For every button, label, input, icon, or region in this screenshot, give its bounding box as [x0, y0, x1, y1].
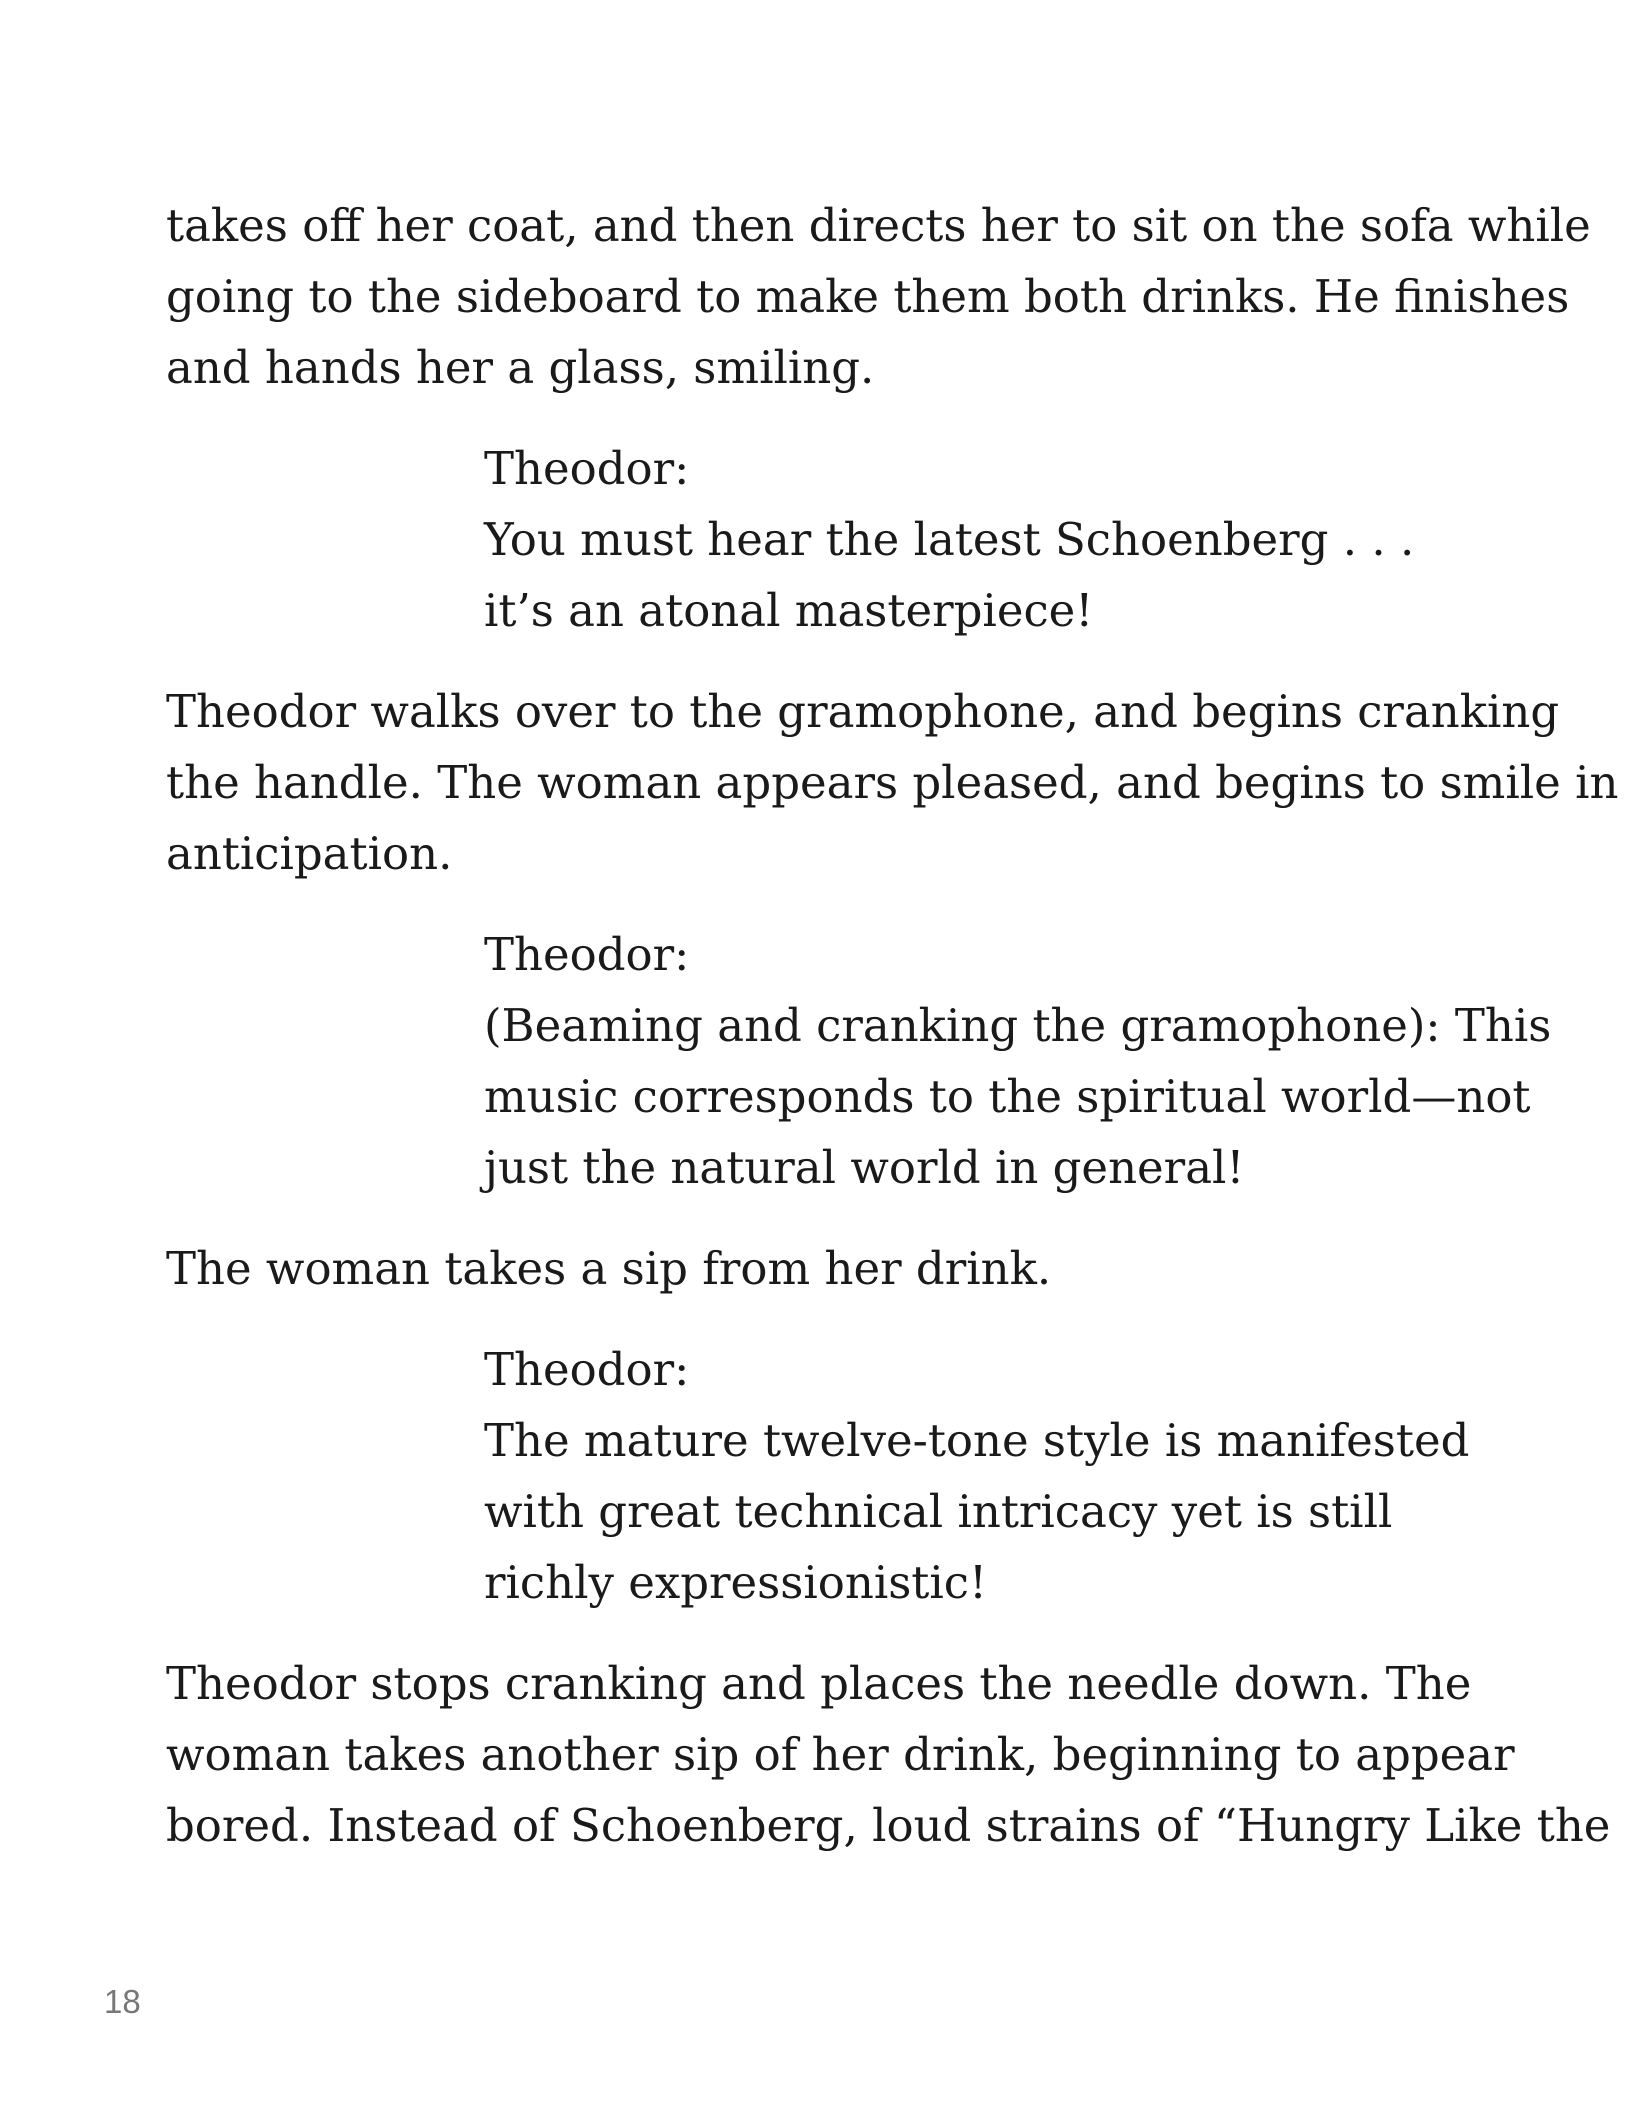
page-number: 18	[104, 1983, 141, 2020]
script-text	[166, 190, 1619, 1861]
text-line: going to the sideboard to make them both drinks. He finishes	[166, 270, 1570, 323]
text-line: anticipation.	[166, 827, 453, 880]
prose-paragraph	[166, 190, 1591, 403]
text-line: takes off her coat, and then directs her to sit on the sofa while	[166, 199, 1591, 252]
dialogue-line: The mature twelve-tone style is manifested	[484, 1414, 1470, 1467]
dialogue-line: (Beaming and cranking the gramophone): This	[484, 999, 1552, 1052]
text-line: The woman takes a sip from her drink.	[166, 1242, 1052, 1295]
dialogue-line: it’s an atonal masterpiece!	[484, 584, 1094, 637]
prose-paragraph	[166, 1648, 1611, 1861]
prose-paragraph	[166, 1233, 1496, 1304]
text-line: Theodor stops cranking and places the needle down. The	[166, 1657, 1472, 1710]
text-line: woman takes another sip of her drink, beginning to appear	[166, 1728, 1515, 1781]
dialogue-block	[484, 433, 1496, 646]
speaker-name: Theodor:	[484, 442, 690, 495]
speaker-name: Theodor:	[484, 928, 690, 981]
dialogue-block	[484, 1334, 1496, 1618]
dialogue-line: just the natural world in general!	[484, 1141, 1245, 1194]
dialogue-line: richly expressionistic!	[484, 1556, 988, 1609]
text-line: Theodor walks over to the gramophone, and begins cranking	[166, 685, 1560, 738]
dialogue-line: music corresponds to the spiritual world—not	[484, 1070, 1531, 1123]
dialogue-line: You must hear the latest Schoenberg . . .	[484, 513, 1415, 566]
prose-paragraph	[166, 676, 1619, 889]
text-line: the handle. The woman appears pleased, and begins to smile in	[166, 756, 1619, 809]
text-line: bored. Instead of Schoenberg, loud strains of “Hungry Like the	[166, 1799, 1611, 1852]
dialogue-block	[484, 919, 1552, 1203]
dialogue-line: with great technical intricacy yet is still	[484, 1485, 1393, 1538]
speaker-name: Theodor:	[484, 1343, 690, 1396]
text-line: and hands her a glass, smiling.	[166, 341, 875, 394]
